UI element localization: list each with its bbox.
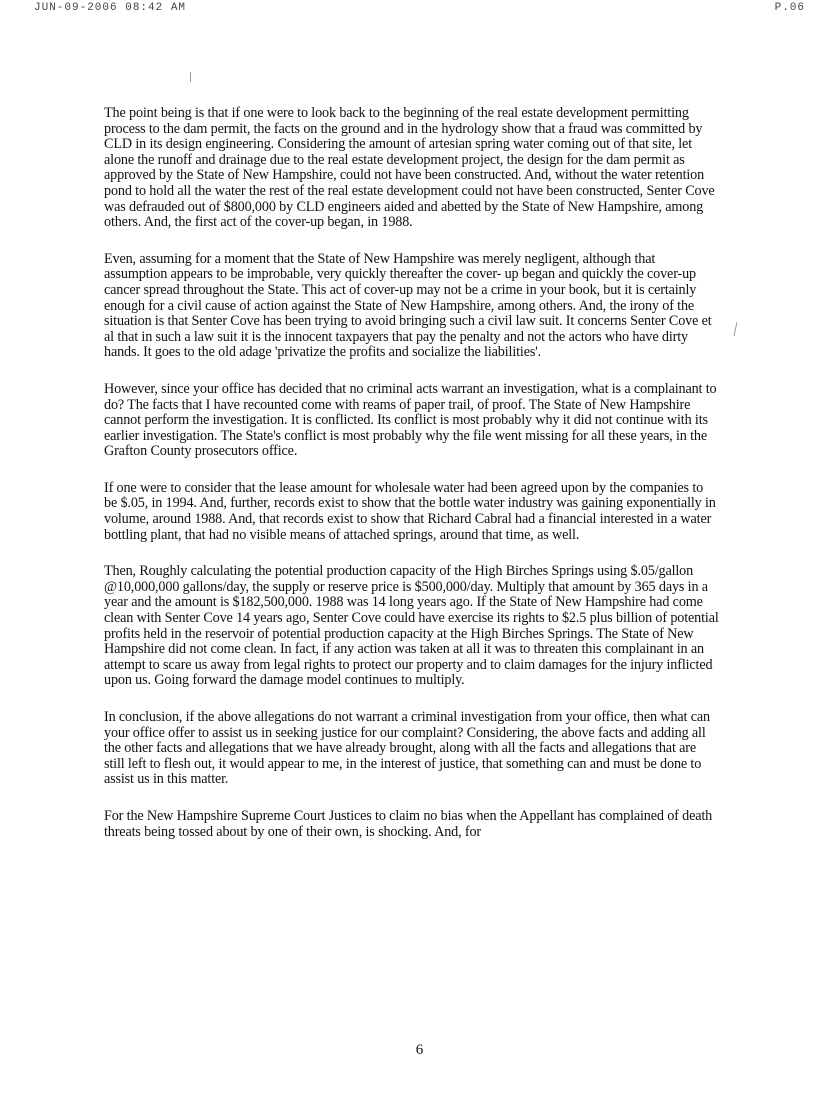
paragraph-fraud: The point being is that if one were to look back to the beginning of the real estate development permitting process to the dam permit, the facts on the ground and in the hydrology show that a fraud was committed by CLD in its design engineering. Considering the amount of artesian spring water coming out of that site, let alone the runoff and drainage due to the real estate development project, the design for the dam permit as approved by the State of New Hampshire, could not have been constructed. And, without the water retention pond to hold all the water the rest of the real estate development could not have been constructed, Senter Cove was defrauded out of $800,000 by CLD engineers aided and abetted by the State of New Hampshire, among others. And, the first act of the cover-up began, in 1988. bbox=[104, 105, 715, 231]
paragraph-negligence: Even, assuming for a moment that the State of New Hampshire was merely negligent, although that assumption appears to be improbable, very quickly thereafter the cover- up began and quickly the cover-up cancer spread throughout the State. This act of cover-up may not be a crime in your book, but it is certainly enough for a civil cause of action against the State of New Hampshire, among others. And, the irony of the situation is that Senter Cove has been trying to avoid bringing such a civil law suit. It concerns Senter Cove et al that in such a law suit it is the innocent taxpayers that pay the penalty and not the actors who have dirty hands. It goes to the old adage 'privatize the profits and socialize the liabilities'. bbox=[104, 250, 712, 361]
paragraph-lease-amount: If one were to consider that the lease amount for wholesale water had been agreed upon by the companies to be $.05, in 1994. And, further, records exist to show that the bottle water industry was gaining exponentially in volume, around 1988. And, that records exist to show that Richard Cabral had a financial interested in a water bottling plant, that had no visible means of attached springs, around that time, as well. bbox=[104, 479, 716, 543]
fax-header-timestamp: JUN-09-2006 08:42 AM bbox=[34, 2, 187, 14]
scan-mark bbox=[734, 322, 738, 336]
paragraph-production-capacity: Then, Roughly calculating the potential production capacity of the High Birches Springs using $.05/gallon @10,000,000 gallons/day, the supply or reserve price is $500,000/day. Multiply that amount by 365 days in a year and the amount is $182,500,000. 1988 was 14 long years ago. If the State of New Hampshire had come clean with Senter Cove 14 years ago, Senter Cove could have exercise its rights to $2.5 plus billion of potential profits held in the reservoir of potential production capacity at the High Birches Springs. The State of New Hampshire did not come clean. In fact, if any action was taken at all it was to threaten this complainant in an attempt to scare us away from legal rights to protect our property and to claim damages for the injury inflicted upon us. Going forward the damage model continues to multiply. bbox=[104, 563, 719, 689]
scan-mark bbox=[190, 72, 191, 82]
fax-header bbox=[34, 2, 805, 16]
fax-header-page: P.06 bbox=[774, 2, 805, 14]
paragraph-conclusion: In conclusion, if the above allegations do not warrant a criminal investigation from your office, then what can your office offer to assist us in seeking justice for our complaint? Considering, the above facts and adding all the other facts and allegations that we have already brought, along with all the facts and allegations that are still left to flesh out, it would appear to me, in the interest of justice, that something can and must be done to assist us in this matter. bbox=[104, 709, 710, 788]
paragraph-supreme-court: For the New Hampshire Supreme Court Justices to claim no bias when the Appellant has complained of death threats being tossed about by one of their own, is shocking. And, for bbox=[104, 807, 713, 840]
letter-body bbox=[104, 106, 719, 861]
paragraph-investigation: However, since your office has decided that no criminal acts warrant an investigation, what is a complainant to do? The facts that I have recounted come with reams of paper trail, of proof. The State of New Hampshire cannot perform the investigation. It is conflicted. Its conflict is most probably why it did not continue with its earlier investigation. The State's conflict is most probably why the file went missing for all these years, in the Grafton County prosecutors office. bbox=[104, 380, 717, 460]
page-number: 6 bbox=[415, 1042, 424, 1058]
